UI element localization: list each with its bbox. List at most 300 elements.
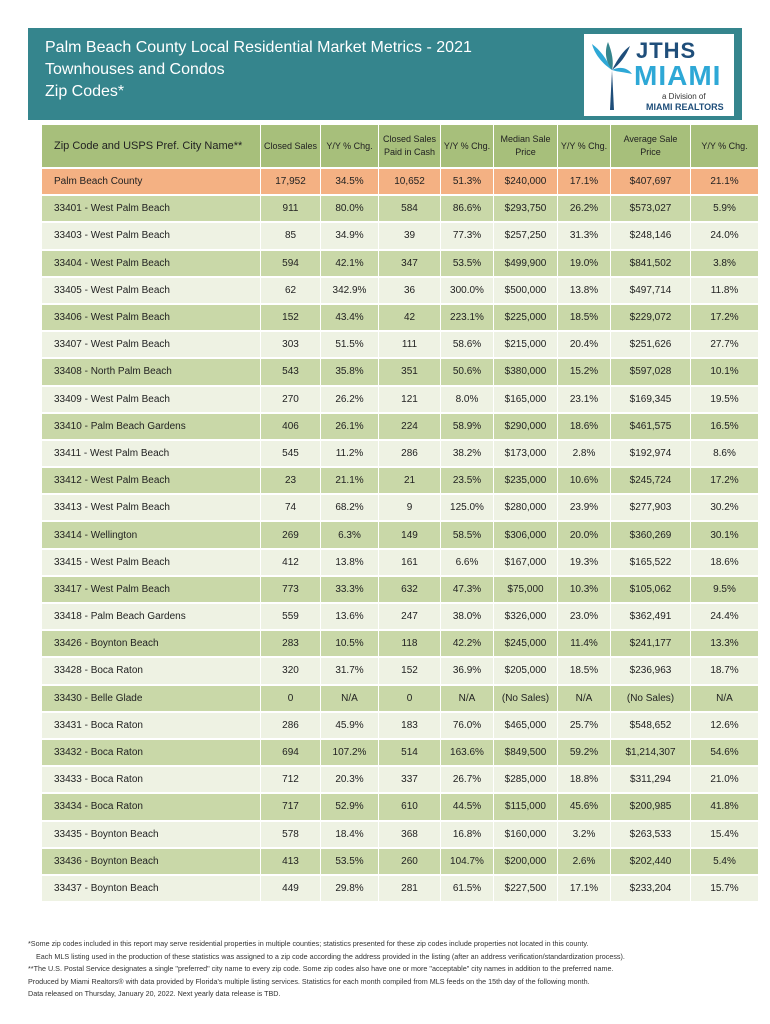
average-price-yy-cell: 19.5% xyxy=(690,385,758,412)
cash-sales-yy-cell: 8.0% xyxy=(440,385,493,412)
median-price-cell: $167,000 xyxy=(493,548,557,575)
cash-sales-yy-cell: 163.6% xyxy=(440,738,493,765)
zip-city-cell: 33431 - Boca Raton xyxy=(42,711,260,738)
cash-sales-cell: 368 xyxy=(378,820,440,847)
median-price-yy-cell: 15.2% xyxy=(557,357,610,384)
cash-sales-cell: 149 xyxy=(378,520,440,547)
cash-sales-yy-cell: 76.0% xyxy=(440,711,493,738)
closed-sales-yy-cell: 107.2% xyxy=(320,738,378,765)
header-cash-line1: Closed Sales xyxy=(382,134,437,144)
median-price-yy-cell: 23.0% xyxy=(557,602,610,629)
cash-sales-yy-cell: 38.0% xyxy=(440,602,493,629)
closed-sales-cell: 0 xyxy=(260,684,320,711)
cash-sales-cell: 347 xyxy=(378,249,440,276)
table-row xyxy=(42,629,758,656)
closed-sales-yy-cell: 6.3% xyxy=(320,520,378,547)
table-row xyxy=(42,656,758,683)
average-price-yy-cell: 27.7% xyxy=(690,330,758,357)
closed-sales-cell: 74 xyxy=(260,493,320,520)
average-price-yy-cell: 24.0% xyxy=(690,221,758,248)
table-body xyxy=(42,167,758,901)
cash-sales-cell: 247 xyxy=(378,602,440,629)
logo-division-text: a Division of xyxy=(662,92,706,101)
header-average-line2: Price xyxy=(640,147,661,157)
closed-sales-yy-cell: 342.9% xyxy=(320,276,378,303)
cash-sales-yy-cell: 44.5% xyxy=(440,792,493,819)
zip-city-cell: 33430 - Belle Glade xyxy=(42,684,260,711)
median-price-cell: $293,750 xyxy=(493,194,557,221)
average-price-cell: $597,028 xyxy=(610,357,690,384)
closed-sales-yy-cell: 20.3% xyxy=(320,765,378,792)
table-row xyxy=(42,221,758,248)
median-price-yy-cell: 45.6% xyxy=(557,792,610,819)
table-row xyxy=(42,575,758,602)
closed-sales-yy-cell: 26.1% xyxy=(320,412,378,439)
logo-parent-text: MIAMI REALTORS xyxy=(646,102,724,112)
closed-sales-cell: 283 xyxy=(260,629,320,656)
zip-city-cell: 33407 - West Palm Beach xyxy=(42,330,260,357)
zip-city-cell: 33415 - West Palm Beach xyxy=(42,548,260,575)
cash-sales-yy-cell: 86.6% xyxy=(440,194,493,221)
median-price-yy-cell: 17.1% xyxy=(557,167,610,194)
closed-sales-cell: 269 xyxy=(260,520,320,547)
closed-sales-cell: 85 xyxy=(260,221,320,248)
closed-sales-yy-cell: 80.0% xyxy=(320,194,378,221)
cash-sales-yy-cell: 53.5% xyxy=(440,249,493,276)
average-price-yy-cell: 3.8% xyxy=(690,249,758,276)
cash-sales-yy-cell: 6.6% xyxy=(440,548,493,575)
zip-city-cell: 33411 - West Palm Beach xyxy=(42,439,260,466)
closed-sales-cell: 303 xyxy=(260,330,320,357)
median-price-yy-cell: 11.4% xyxy=(557,629,610,656)
closed-sales-yy-cell: 11.2% xyxy=(320,439,378,466)
average-price-cell: $362,491 xyxy=(610,602,690,629)
median-price-cell: $380,000 xyxy=(493,357,557,384)
header-zip: Zip Code and USPS Pref. City Name** xyxy=(42,125,260,167)
closed-sales-cell: 413 xyxy=(260,847,320,874)
closed-sales-yy-cell: 68.2% xyxy=(320,493,378,520)
cash-sales-cell: 514 xyxy=(378,738,440,765)
closed-sales-cell: 152 xyxy=(260,303,320,330)
cash-sales-yy-cell: 42.2% xyxy=(440,629,493,656)
zip-city-cell: 33426 - Boynton Beach xyxy=(42,629,260,656)
cash-sales-cell: 351 xyxy=(378,357,440,384)
median-price-cell: $290,000 xyxy=(493,412,557,439)
county-total-row xyxy=(42,167,758,194)
average-price-cell: $1,214,307 xyxy=(610,738,690,765)
closed-sales-yy-cell: 34.5% xyxy=(320,167,378,194)
table-row xyxy=(42,684,758,711)
average-price-cell: $251,626 xyxy=(610,330,690,357)
average-price-cell: $407,697 xyxy=(610,167,690,194)
table-row xyxy=(42,602,758,629)
average-price-cell: $277,903 xyxy=(610,493,690,520)
median-price-cell: $240,000 xyxy=(493,167,557,194)
closed-sales-cell: 712 xyxy=(260,765,320,792)
table-row xyxy=(42,330,758,357)
closed-sales-cell: 911 xyxy=(260,194,320,221)
table-row xyxy=(42,548,758,575)
median-price-yy-cell: 18.5% xyxy=(557,656,610,683)
closed-sales-cell: 62 xyxy=(260,276,320,303)
cash-sales-cell: 21 xyxy=(378,466,440,493)
closed-sales-cell: 320 xyxy=(260,656,320,683)
table-row xyxy=(42,276,758,303)
median-price-yy-cell: 19.3% xyxy=(557,548,610,575)
cash-sales-yy-cell: 125.0% xyxy=(440,493,493,520)
average-price-yy-cell: 17.2% xyxy=(690,466,758,493)
jths-miami-logo xyxy=(584,34,734,116)
closed-sales-yy-cell: 53.5% xyxy=(320,847,378,874)
average-price-yy-cell: 5.9% xyxy=(690,194,758,221)
table-row xyxy=(42,194,758,221)
median-price-yy-cell: 3.2% xyxy=(557,820,610,847)
logo-brand-top: JTHS xyxy=(636,38,697,63)
closed-sales-cell: 286 xyxy=(260,711,320,738)
report-header xyxy=(28,28,742,120)
zip-city-cell: 33408 - North Palm Beach xyxy=(42,357,260,384)
closed-sales-cell: 449 xyxy=(260,874,320,901)
median-price-yy-cell: 23.1% xyxy=(557,385,610,412)
table-row xyxy=(42,303,758,330)
average-price-cell: $202,440 xyxy=(610,847,690,874)
average-price-cell: $360,269 xyxy=(610,520,690,547)
average-price-yy-cell: 11.8% xyxy=(690,276,758,303)
average-price-cell: $236,963 xyxy=(610,656,690,683)
palm-tree-logo-icon xyxy=(590,40,632,110)
median-price-yy-cell: 25.7% xyxy=(557,711,610,738)
median-price-yy-cell: 10.3% xyxy=(557,575,610,602)
average-price-yy-cell: 21.0% xyxy=(690,765,758,792)
median-price-yy-cell: 2.8% xyxy=(557,439,610,466)
median-price-yy-cell: 19.0% xyxy=(557,249,610,276)
zip-city-cell: Palm Beach County xyxy=(42,167,260,194)
title-line-2: Townhouses and Condos xyxy=(45,61,225,78)
median-price-yy-cell: 13.8% xyxy=(557,276,610,303)
footnotes xyxy=(28,938,748,1001)
closed-sales-yy-cell: 45.9% xyxy=(320,711,378,738)
table-row xyxy=(42,493,758,520)
median-price-cell: $499,900 xyxy=(493,249,557,276)
zip-city-cell: 33437 - Boynton Beach xyxy=(42,874,260,901)
closed-sales-cell: 412 xyxy=(260,548,320,575)
median-price-cell: $465,000 xyxy=(493,711,557,738)
cash-sales-cell: 0 xyxy=(378,684,440,711)
zip-city-cell: 33406 - West Palm Beach xyxy=(42,303,260,330)
median-price-cell: $257,250 xyxy=(493,221,557,248)
closed-sales-yy-cell: 26.2% xyxy=(320,385,378,412)
average-price-cell: $248,146 xyxy=(610,221,690,248)
average-price-cell: $241,177 xyxy=(610,629,690,656)
table-row xyxy=(42,385,758,412)
cash-sales-cell: 39 xyxy=(378,221,440,248)
median-price-cell: $235,000 xyxy=(493,466,557,493)
zip-city-cell: 33412 - West Palm Beach xyxy=(42,466,260,493)
median-price-cell: $205,000 xyxy=(493,656,557,683)
table-row xyxy=(42,711,758,738)
median-price-yy-cell: 10.6% xyxy=(557,466,610,493)
median-price-cell: $225,000 xyxy=(493,303,557,330)
closed-sales-yy-cell: 21.1% xyxy=(320,466,378,493)
average-price-cell: $105,062 xyxy=(610,575,690,602)
closed-sales-yy-cell: 42.1% xyxy=(320,249,378,276)
table-row xyxy=(42,847,758,874)
average-price-cell: $200,985 xyxy=(610,792,690,819)
median-price-cell: $245,000 xyxy=(493,629,557,656)
table-row xyxy=(42,792,758,819)
average-price-yy-cell: 41.8% xyxy=(690,792,758,819)
average-price-yy-cell: 10.1% xyxy=(690,357,758,384)
cash-sales-cell: 183 xyxy=(378,711,440,738)
average-price-cell: $245,724 xyxy=(610,466,690,493)
header-median-line1: Median Sale xyxy=(500,134,551,144)
average-price-cell: $229,072 xyxy=(610,303,690,330)
zip-city-cell: 33404 - West Palm Beach xyxy=(42,249,260,276)
average-price-yy-cell: 5.4% xyxy=(690,847,758,874)
closed-sales-cell: 594 xyxy=(260,249,320,276)
cash-sales-yy-cell: 58.5% xyxy=(440,520,493,547)
closed-sales-cell: 559 xyxy=(260,602,320,629)
header-average-price xyxy=(610,125,690,167)
header-cash-sales xyxy=(378,125,440,167)
zip-city-cell: 33418 - Palm Beach Gardens xyxy=(42,602,260,629)
cash-sales-cell: 224 xyxy=(378,412,440,439)
median-price-yy-cell: 17.1% xyxy=(557,874,610,901)
median-price-cell: $849,500 xyxy=(493,738,557,765)
footnote-3: **The U.S. Postal Service designates a single "preferred" city name to every zip code. Some zip codes also have one or more "acceptable" city names in addition to the preferred name. xyxy=(28,964,614,973)
cash-sales-yy-cell: 38.2% xyxy=(440,439,493,466)
zip-city-cell: 33403 - West Palm Beach xyxy=(42,221,260,248)
zip-city-cell: 33410 - Palm Beach Gardens xyxy=(42,412,260,439)
title-line-3: Zip Codes* xyxy=(45,83,125,100)
zip-city-cell: 33435 - Boynton Beach xyxy=(42,820,260,847)
average-price-yy-cell: 15.7% xyxy=(690,874,758,901)
footnote-5: Data released on Thursday, January 20, 2022. Next yearly data release is TBD. xyxy=(28,989,281,998)
average-price-yy-cell: 30.2% xyxy=(690,493,758,520)
median-price-cell: $200,000 xyxy=(493,847,557,874)
cash-sales-yy-cell: 36.9% xyxy=(440,656,493,683)
zip-city-cell: 33433 - Boca Raton xyxy=(42,765,260,792)
closed-sales-yy-cell: N/A xyxy=(320,684,378,711)
closed-sales-yy-cell: 43.4% xyxy=(320,303,378,330)
median-price-yy-cell: 31.3% xyxy=(557,221,610,248)
average-price-cell: $192,974 xyxy=(610,439,690,466)
closed-sales-cell: 270 xyxy=(260,385,320,412)
zip-city-cell: 33414 - Wellington xyxy=(42,520,260,547)
cash-sales-cell: 118 xyxy=(378,629,440,656)
closed-sales-yy-cell: 34.9% xyxy=(320,221,378,248)
average-price-cell: $169,345 xyxy=(610,385,690,412)
cash-sales-cell: 337 xyxy=(378,765,440,792)
cash-sales-yy-cell: 58.9% xyxy=(440,412,493,439)
zip-city-cell: 33409 - West Palm Beach xyxy=(42,385,260,412)
cash-sales-yy-cell: 47.3% xyxy=(440,575,493,602)
title-line-1: Palm Beach County Local Residential Market Metrics - 2021 xyxy=(45,39,472,56)
closed-sales-cell: 773 xyxy=(260,575,320,602)
median-price-yy-cell: 18.5% xyxy=(557,303,610,330)
median-price-yy-cell: 23.9% xyxy=(557,493,610,520)
median-price-yy-cell: 18.8% xyxy=(557,765,610,792)
average-price-yy-cell: 18.7% xyxy=(690,656,758,683)
table-row xyxy=(42,357,758,384)
median-price-yy-cell: 18.6% xyxy=(557,412,610,439)
closed-sales-yy-cell: 13.8% xyxy=(320,548,378,575)
closed-sales-yy-cell: 31.7% xyxy=(320,656,378,683)
median-price-cell: $165,000 xyxy=(493,385,557,412)
zip-city-cell: 33434 - Boca Raton xyxy=(42,792,260,819)
average-price-yy-cell: 8.6% xyxy=(690,439,758,466)
average-price-cell: $573,027 xyxy=(610,194,690,221)
header-yy-median: Y/Y % Chg. xyxy=(557,125,610,167)
cash-sales-cell: 281 xyxy=(378,874,440,901)
average-price-cell: $165,522 xyxy=(610,548,690,575)
closed-sales-cell: 545 xyxy=(260,439,320,466)
cash-sales-cell: 152 xyxy=(378,656,440,683)
closed-sales-yy-cell: 52.9% xyxy=(320,792,378,819)
median-price-cell: $215,000 xyxy=(493,330,557,357)
median-price-cell: $227,500 xyxy=(493,874,557,901)
median-price-yy-cell: N/A xyxy=(557,684,610,711)
header-average-line1: Average Sale xyxy=(623,134,678,144)
table-row xyxy=(42,820,758,847)
table-header-row xyxy=(42,125,758,167)
average-price-yy-cell: N/A xyxy=(690,684,758,711)
average-price-yy-cell: 13.3% xyxy=(690,629,758,656)
cash-sales-yy-cell: 16.8% xyxy=(440,820,493,847)
cash-sales-cell: 584 xyxy=(378,194,440,221)
median-price-yy-cell: 2.6% xyxy=(557,847,610,874)
cash-sales-yy-cell: 104.7% xyxy=(440,847,493,874)
cash-sales-cell: 36 xyxy=(378,276,440,303)
average-price-yy-cell: 18.6% xyxy=(690,548,758,575)
median-price-cell: $500,000 xyxy=(493,276,557,303)
zip-city-cell: 33405 - West Palm Beach xyxy=(42,276,260,303)
average-price-cell: $311,294 xyxy=(610,765,690,792)
cash-sales-cell: 121 xyxy=(378,385,440,412)
median-price-cell: $326,000 xyxy=(493,602,557,629)
median-price-yy-cell: 20.0% xyxy=(557,520,610,547)
cash-sales-yy-cell: 26.7% xyxy=(440,765,493,792)
report-title xyxy=(45,37,472,103)
median-price-cell: $306,000 xyxy=(493,520,557,547)
cash-sales-cell: 161 xyxy=(378,548,440,575)
closed-sales-yy-cell: 35.8% xyxy=(320,357,378,384)
median-price-yy-cell: 59.2% xyxy=(557,738,610,765)
table-row xyxy=(42,738,758,765)
table-row xyxy=(42,765,758,792)
cash-sales-cell: 9 xyxy=(378,493,440,520)
cash-sales-cell: 42 xyxy=(378,303,440,330)
cash-sales-cell: 610 xyxy=(378,792,440,819)
logo-brand-main: MIAMI xyxy=(634,60,722,91)
median-price-yy-cell: 20.4% xyxy=(557,330,610,357)
metrics-table xyxy=(42,125,758,901)
average-price-yy-cell: 30.1% xyxy=(690,520,758,547)
cash-sales-cell: 111 xyxy=(378,330,440,357)
table-row xyxy=(42,412,758,439)
median-price-cell: (No Sales) xyxy=(493,684,557,711)
cash-sales-yy-cell: N/A xyxy=(440,684,493,711)
average-price-yy-cell: 12.6% xyxy=(690,711,758,738)
table-row xyxy=(42,249,758,276)
zip-city-cell: 33432 - Boca Raton xyxy=(42,738,260,765)
average-price-cell: $841,502 xyxy=(610,249,690,276)
closed-sales-cell: 694 xyxy=(260,738,320,765)
header-yy-sales: Y/Y % Chg. xyxy=(320,125,378,167)
closed-sales-yy-cell: 13.6% xyxy=(320,602,378,629)
header-cash-line2: Paid in Cash xyxy=(383,147,436,157)
header-median-price xyxy=(493,125,557,167)
average-price-cell: $548,652 xyxy=(610,711,690,738)
median-price-cell: $75,000 xyxy=(493,575,557,602)
median-price-cell: $160,000 xyxy=(493,820,557,847)
average-price-cell: $263,533 xyxy=(610,820,690,847)
zip-city-cell: 33428 - Boca Raton xyxy=(42,656,260,683)
cash-sales-cell: 10,652 xyxy=(378,167,440,194)
footnote-2: Each MLS listing used in the production of these statistics was assigned to a zip code according the address provided in the listing (after an address verification/standardization process). xyxy=(36,951,625,961)
average-price-cell: $233,204 xyxy=(610,874,690,901)
average-price-yy-cell: 9.5% xyxy=(690,575,758,602)
closed-sales-yy-cell: 10.5% xyxy=(320,629,378,656)
median-price-yy-cell: 26.2% xyxy=(557,194,610,221)
median-price-cell: $115,000 xyxy=(493,792,557,819)
closed-sales-cell: 717 xyxy=(260,792,320,819)
zip-city-cell: 33436 - Boynton Beach xyxy=(42,847,260,874)
cash-sales-cell: 632 xyxy=(378,575,440,602)
closed-sales-yy-cell: 33.3% xyxy=(320,575,378,602)
zip-city-cell: 33401 - West Palm Beach xyxy=(42,194,260,221)
closed-sales-cell: 578 xyxy=(260,820,320,847)
closed-sales-yy-cell: 18.4% xyxy=(320,820,378,847)
cash-sales-yy-cell: 23.5% xyxy=(440,466,493,493)
average-price-cell: (No Sales) xyxy=(610,684,690,711)
header-closed-sales: Closed Sales xyxy=(260,125,320,167)
closed-sales-cell: 23 xyxy=(260,466,320,493)
cash-sales-yy-cell: 51.3% xyxy=(440,167,493,194)
cash-sales-yy-cell: 50.6% xyxy=(440,357,493,384)
cash-sales-cell: 260 xyxy=(378,847,440,874)
average-price-yy-cell: 24.4% xyxy=(690,602,758,629)
footnote-4: Produced by Miami Realtors® with data provided by Florida's multiple listing services. Statistics for each month compiled from MLS feeds on the 15th day of the following month. xyxy=(28,976,590,986)
median-price-cell: $280,000 xyxy=(493,493,557,520)
cash-sales-cell: 286 xyxy=(378,439,440,466)
cash-sales-yy-cell: 223.1% xyxy=(440,303,493,330)
cash-sales-yy-cell: 61.5% xyxy=(440,874,493,901)
average-price-yy-cell: 17.2% xyxy=(690,303,758,330)
header-yy-cash: Y/Y % Chg. xyxy=(440,125,493,167)
average-price-yy-cell: 54.6% xyxy=(690,738,758,765)
average-price-cell: $461,575 xyxy=(610,412,690,439)
closed-sales-cell: 406 xyxy=(260,412,320,439)
table-row xyxy=(42,466,758,493)
median-price-cell: $173,000 xyxy=(493,439,557,466)
average-price-yy-cell: 21.1% xyxy=(690,167,758,194)
average-price-yy-cell: 16.5% xyxy=(690,412,758,439)
header-yy-average: Y/Y % Chg. xyxy=(690,125,758,167)
zip-city-cell: 33417 - West Palm Beach xyxy=(42,575,260,602)
median-price-cell: $285,000 xyxy=(493,765,557,792)
table-row xyxy=(42,520,758,547)
average-price-yy-cell: 15.4% xyxy=(690,820,758,847)
closed-sales-cell: 17,952 xyxy=(260,167,320,194)
closed-sales-cell: 543 xyxy=(260,357,320,384)
cash-sales-yy-cell: 300.0% xyxy=(440,276,493,303)
table-row xyxy=(42,874,758,901)
average-price-cell: $497,714 xyxy=(610,276,690,303)
cash-sales-yy-cell: 77.3% xyxy=(440,221,493,248)
table-row xyxy=(42,439,758,466)
header-median-line2: Price xyxy=(515,147,536,157)
